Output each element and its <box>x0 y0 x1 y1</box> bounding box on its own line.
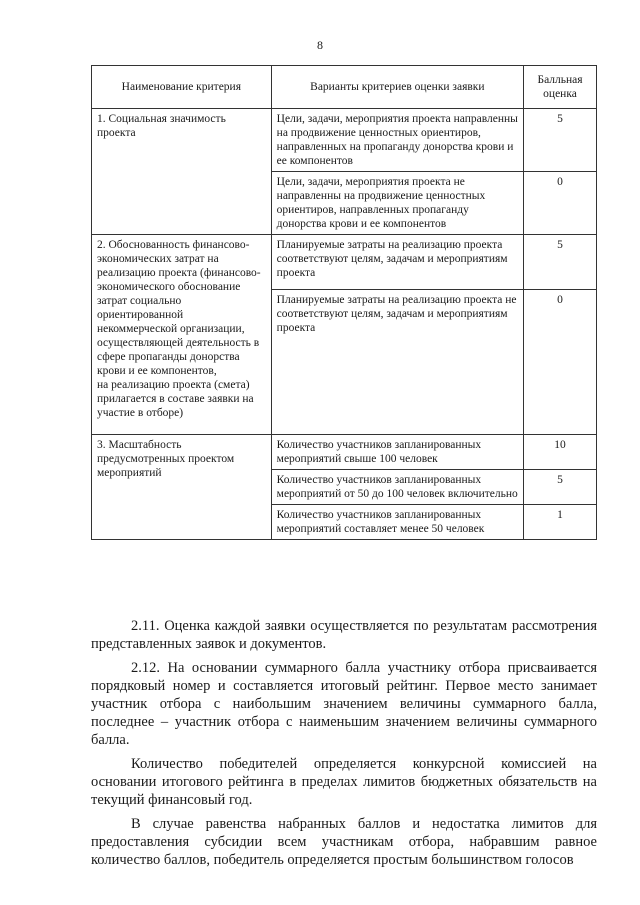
criterion-option: Планируемые затраты на реализацию проекта не соответствуют целям, задачам и мероприятиям проекта <box>271 290 523 435</box>
criterion-option: Цели, задачи, мероприятия проекта не направленны на продвижение ценностных ориентиров, направленных пропаганду донорства крови и ее компонентов <box>271 172 523 235</box>
criterion-option: Количество участников запланированных мероприятий свыше 100 человек <box>271 435 523 470</box>
criterion-name: 3. Масштабность предусмотренных проектом мероприятий <box>92 435 272 540</box>
criterion-score: 5 <box>524 470 597 505</box>
criteria-table <box>91 65 597 540</box>
paragraph-2-12: 2.12. На основании суммарного балла участнику отбора присваивается порядковый номер и составляется итоговый рейтинг. Первое место занимает участник отбора с наибольшим значением величины суммарного балла, последнее – участник отбора с наименьшим значением величины суммарного балла. <box>91 660 597 748</box>
header-criterion-name: Наименование критерия <box>92 66 272 109</box>
criterion-score: 5 <box>524 235 597 290</box>
header-score: Балльная оценка <box>524 66 597 109</box>
criterion-option: Количество участников запланированных мероприятий от 50 до 100 человек включительно <box>271 470 523 505</box>
criterion-option: Планируемые затраты на реализацию проекта соответствуют целям, задачам и мероприятиям проекта <box>271 235 523 290</box>
table-header-row <box>92 66 597 109</box>
paragraph-winners-count: Количество победителей определяется конкурсной комиссией на основании итогового рейтинга в пределах лимитов бюджетных обязательств на текущий финансовый год. <box>91 756 597 808</box>
header-criterion-options: Варианты критериев оценки заявки <box>271 66 523 109</box>
body-text <box>91 617 597 869</box>
criterion-option: Цели, задачи, мероприятия проекта направленны на продвижение ценностных ориентиров, направленных на пропаганду донорства крови и ее компонентов <box>271 109 523 172</box>
criterion-option: Количество участников запланированных мероприятий составляет менее 50 человек <box>271 505 523 540</box>
table-row <box>92 435 597 470</box>
criterion-name: 2. Обоснованность финансово-экономических затрат на реализацию проекта (финансово-экономического обоснование затрат социально ориентированной некоммерческой организации, осуществляющей деятельность в сфере пропаганды донорства крови и ее компонентов, на реализацию проекта (смета) прилагается в составе заявки на участие в отборе) <box>92 235 272 435</box>
page-number: 8 <box>317 38 323 52</box>
table-row <box>92 235 597 290</box>
criterion-score: 10 <box>524 435 597 470</box>
paragraph-tie-break: В случае равенства набранных баллов и недостатка лимитов для предоставления субсидии всем участникам отбора, набравшим равное количество баллов, победитель определяется простым большинством голосов <box>91 816 597 868</box>
paragraph-2-11: 2.11. Оценка каждой заявки осуществляется по результатам рассмотрения представленных заявок и документов. <box>91 618 597 652</box>
criterion-score: 0 <box>524 172 597 235</box>
table-row <box>92 109 597 172</box>
criterion-score: 5 <box>524 109 597 172</box>
criterion-name: 1. Социальная значимость проекта <box>92 109 272 235</box>
criterion-score: 0 <box>524 290 597 435</box>
criterion-score: 1 <box>524 505 597 540</box>
